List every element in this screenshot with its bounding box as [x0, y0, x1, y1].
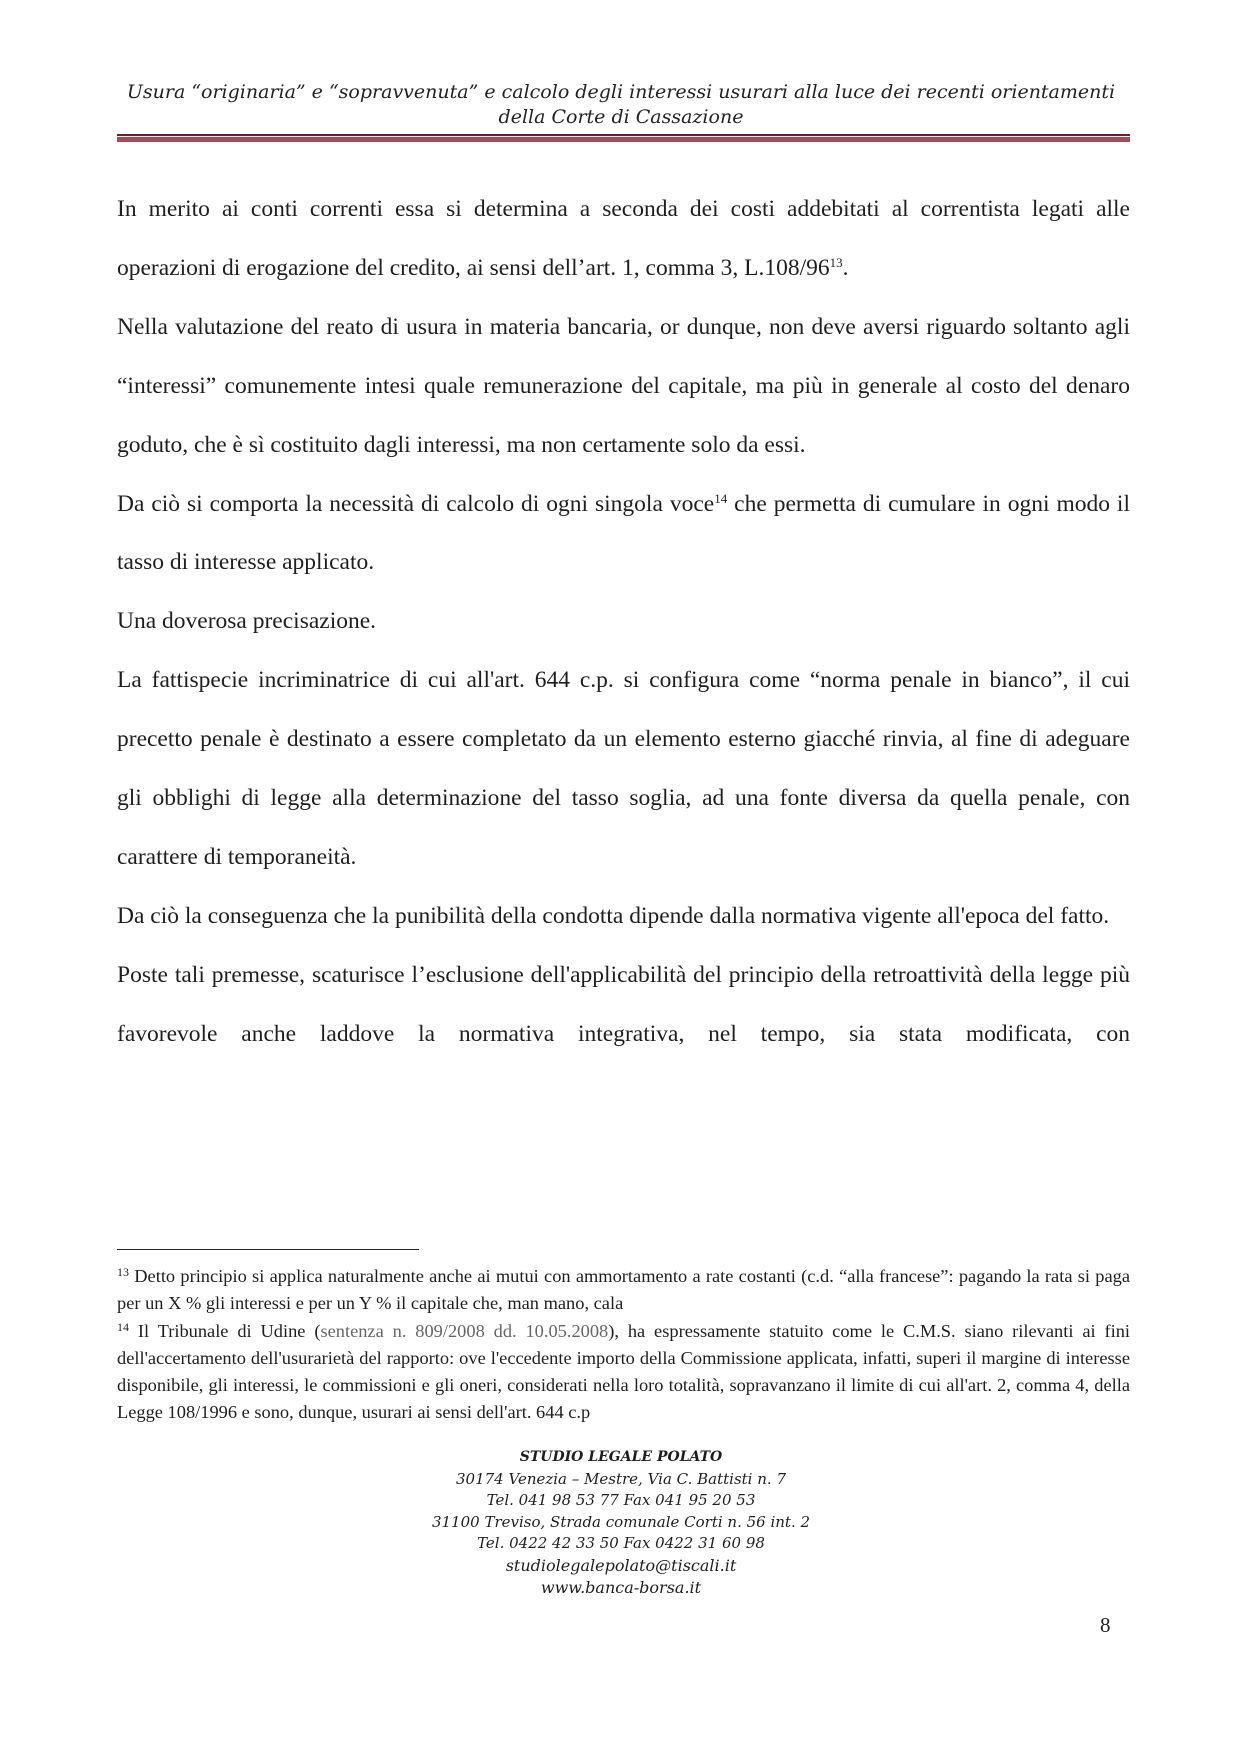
paragraph-calcolo-voce: Da ciò si comporta la necessità di calcolo di ogni singola voce$^{14}$ che permetta di cumulare in ogni modo il tasso di interesse applicato.: [117, 490, 1130, 576]
paragraph-norma-penale: La fattispecie incriminatrice di cui all'art. 644 c.p. si configura come “norma penale in bianco”, il cui precetto penale è destinato a essere completato da un elemento esterno giacché rinvia, al fine di adeguare gli obblighi di legge alla determinazione del tasso soglia, ad una fonte diversa da quella penale, con carattere di temporaneità.: [117, 667, 1130, 870]
footnote-13-number: 13: [117, 1265, 129, 1279]
footer-address-venezia: 30174 Venezia – Mestre, Via C. Battisti n. 7: [456, 1469, 786, 1488]
footnote-separator: [117, 1249, 419, 1250]
footnotes: [117, 1263, 1130, 1427]
header-rule-thick: [117, 137, 1130, 142]
paragraph-premesse: Poste tali premesse, scaturisce l’esclusione dell'applicabilità del principio della retroattività della legge più favorevole anche laddove la normativa integrativa, nel tempo, sia stata modificata, con: [117, 961, 1130, 1047]
footer-email-link[interactable]: studiolegalepolato@tiscali.it: [505, 1555, 737, 1575]
footer-phone-treviso: Tel. 0422 42 33 50 Fax 0422 31 60 98: [477, 1534, 765, 1553]
footnote-13: $^{13}$ Detto principio si applica naturalmente anche ai mutui con ammortamento a rate costanti (c.d. “alla francese”: pagando la rata si paga per un X % gli interessi e per un Y % il capitale che, man mano, cala: [117, 1265, 1130, 1314]
footnote-ref-13[interactable]: 13: [829, 254, 843, 270]
page-number: 8: [1100, 1613, 1111, 1637]
paragraph-valutazione-reato: Nella valutazione del reato di usura in materia bancaria, or dunque, non deve aversi riguardo soltanto agli “interessi” comunemente intesi quale remunerazione del capitale, ma più in generale al costo del denaro goduto, che è sì costituito dagli interessi, ma non certamente solo da essi.: [117, 313, 1130, 458]
running-header-title: Usura “originaria” e “sopravvenuta” e calcolo degli interessi usurari alla luce dei recenti orientamenti della Corte di Cassazione: [126, 81, 1116, 128]
footnote-ref-14[interactable]: 14: [714, 490, 728, 506]
footer-address-treviso: 31100 Treviso, Strada comunale Corti n. 56 int. 2: [431, 1512, 811, 1531]
footnote-14: $^{14}$ Il Tribunale di Udine (sentenza n. 809/2008 dd. 10.05.2008), ha espressamente statuito come le C.M.S. siano rilevanti ai fini dell'accertamento dell'usurarietà del rapporto: ove l'eccedente importo della Commissione applicata, infatti, superi il margine di interesse disponibile, gli interessi, le commissioni e gli oneri, considerati nella loro totalità, sopravanzano il limite di cui all'art. 2, comma 4, della Legge 108/1996 e sono, dunque, usurari ai sensi dell'art. 644 c.p: [117, 1319, 1130, 1423]
footnote-14-number: 14: [117, 1319, 129, 1334]
running-header: [112, 80, 1130, 130]
page-footer: [112, 1447, 1130, 1598]
header-rule-thin: [117, 134, 1130, 136]
header-rule: [117, 134, 1130, 142]
footnote-14-citation: sentenza n. 809/2008 dd. 10.05.2008: [320, 1320, 609, 1341]
paragraph-conti-correnti: In merito ai conti correnti essa si determina a seconda dei costi addebitati al correntista legati alle operazioni di erogazione del credito, ai sensi dell’art. 1, comma 3, $L.108/96^{13}$.: [117, 196, 1130, 281]
footer-phone-venezia: Tel. 041 98 53 77 Fax 041 95 20 53: [486, 1491, 756, 1510]
paragraph-precisazione: Una doverosa precisazione.: [117, 608, 377, 635]
body-text: [117, 180, 1130, 1064]
footer-firm-name: STUDIO LEGALE POLATO: [519, 1449, 723, 1465]
footer-website-link[interactable]: www.banca-borsa.it: [540, 1577, 702, 1597]
paragraph-conseguenza: Da ciò la conseguenza che la punibilità della condotta dipende dalla normativa vigente all'epoca del fatto.: [117, 902, 1110, 929]
